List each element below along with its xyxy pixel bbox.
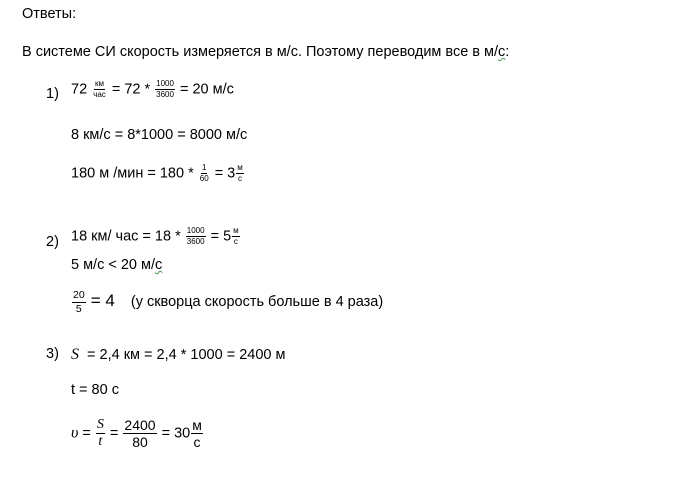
fraction-denominator: с (193, 434, 201, 450)
s2-line3-eq: = 4 (90, 290, 115, 310)
s1-line3-b: = 3 (214, 165, 236, 182)
s3-line3-result: = 30 (161, 425, 191, 442)
s2-line3-frac (72, 290, 86, 314)
s2-line2 (71, 257, 162, 273)
fraction-denominator: 5 (75, 302, 82, 315)
item-number-1: 1) (46, 86, 59, 102)
s2-line1 (71, 227, 241, 246)
fraction-denominator: с (233, 237, 238, 246)
s1-line1 (71, 80, 234, 99)
s3-line1-var: S (71, 346, 79, 363)
fraction-denominator: 80 (132, 434, 148, 450)
header-title: Ответы: (22, 6, 77, 22)
fraction-denominator: 60 (199, 174, 209, 183)
fraction-numerator: 1 (201, 163, 207, 172)
intro-text-unit-flagged: с (498, 44, 506, 60)
intro-text: В системе СИ скорость измеряется в м/ (22, 44, 291, 60)
s2-line2-unit-flagged: с (155, 257, 163, 273)
s1-line1-c: = 20 м/с (179, 81, 234, 98)
s3-line3 (71, 418, 204, 449)
s2-line3 (71, 290, 383, 314)
item-number-2: 2) (46, 234, 59, 250)
s2-line1-b: = 5 (210, 228, 232, 245)
s3-line3-var: υ (71, 424, 79, 442)
fraction-numerator: 2400 (124, 417, 156, 433)
s3-line2: t = 80 с (71, 382, 119, 398)
fraction-denominator: t (98, 434, 103, 449)
fraction-denominator: с (238, 174, 242, 183)
s1-line3 (71, 164, 245, 183)
intro-text-continued: . Поэтому переводим все в м/ (297, 44, 499, 60)
s1-line1-b: = 72 * (111, 81, 151, 98)
fraction-numerator: 20 (73, 289, 85, 301)
fraction-numerator: м (192, 417, 202, 433)
fraction-denominator: 3600 (156, 90, 174, 99)
s3-line3-eq: = (82, 425, 91, 442)
fraction-denominator: час (93, 90, 106, 99)
fraction-numerator: 1000 (186, 226, 205, 235)
s2-line1-a: 18 км/ час = 18 * (71, 228, 181, 245)
intro-text-end: : (505, 44, 510, 60)
item-number-3: 3) (46, 346, 59, 362)
s3-line1-rest: = 2,4 км = 2,4 * 1000 = 2400 м (87, 347, 286, 363)
s1-line3-frac (199, 164, 210, 183)
s2-line2-a: 5 м/с < 20 м/ (71, 257, 156, 273)
s1-line1-frac-units (92, 80, 107, 99)
s1-line1-a: 72 (71, 81, 88, 98)
fraction-numerator: м (237, 163, 243, 172)
s2-line3-note: (у скворца скорость больше в 4 раза) (130, 293, 384, 310)
s1-line3-unit-frac (236, 164, 244, 183)
s3-line3-frac-st (96, 418, 105, 449)
s3-line3-frac-values (123, 418, 156, 449)
s1-line3-a: 180 м /мин = 180 * (71, 165, 194, 182)
s2-line1-frac (186, 227, 206, 246)
s3-line1 (71, 346, 285, 364)
intro-text-unit: с (290, 44, 298, 60)
s3-line3-eq2: = (109, 425, 119, 442)
fraction-numerator: м (233, 226, 239, 235)
s2-line1-unit-frac (232, 227, 240, 246)
fraction-denominator: 3600 (186, 237, 205, 246)
fraction-numerator: км (94, 79, 104, 88)
s3-line3-unit-frac (191, 418, 203, 449)
intro-paragraph (22, 44, 509, 60)
s1-line2: 8 км/с = 8*1000 = 8000 м/с (71, 127, 248, 143)
s1-line1-frac-factor (155, 80, 175, 99)
fraction-numerator: S (96, 417, 104, 432)
fraction-numerator: 1000 (156, 79, 174, 88)
